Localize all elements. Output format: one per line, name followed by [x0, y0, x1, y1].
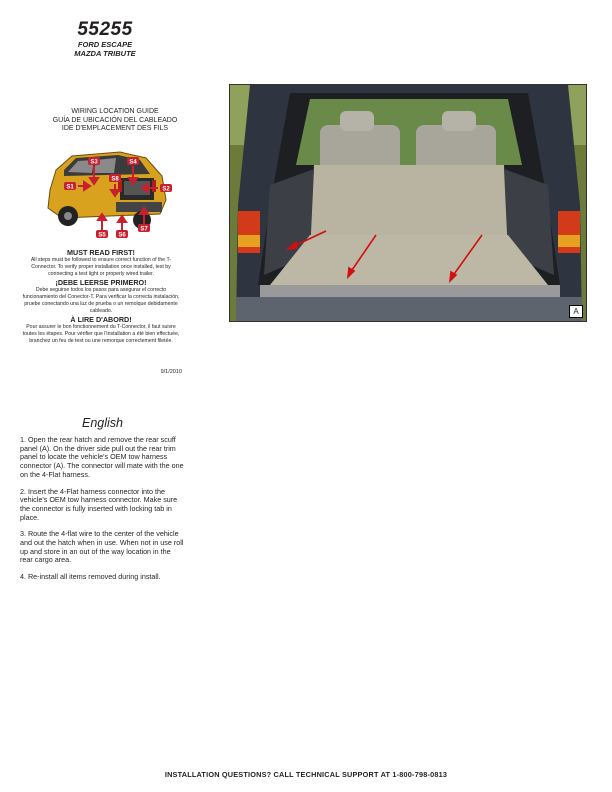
multilingual-instructions — [20, 248, 182, 345]
revision-date: 9/1/2010 — [160, 369, 182, 375]
guide-title-en: WIRING LOCATION GUIDE — [71, 108, 159, 115]
french-heading: À LIRE D'ABORD! — [70, 315, 132, 324]
callout-s6-text: S6 — [118, 232, 126, 239]
english-heading: MUST READ FIRST! — [67, 248, 135, 257]
english-steps — [20, 436, 185, 590]
wiring-guide-title — [20, 108, 210, 134]
guide-title-fr: IDE D'EMPLACEMENT DES FILS — [61, 125, 169, 132]
english-notice: All steps must be followed to ensure correct function of the T-Connector. To verify proper installation once installed, test by connecting a test light or properly wired trailer. — [30, 257, 172, 277]
spanish-notice: Debe seguirse todos los pasos para asegurar el correcto funcionamiento del Conector-T. Para verificar la correcta instalación, pruebe conectando una luz de prueba o un remolque debidamente cableado. — [22, 287, 180, 314]
vehicle-name-1: FORD ESCAPE — [77, 40, 133, 49]
step-3: 3. Route the 4-flat wire to the center of the vehicle and out the hatch when in use. When not in use roll up and store in an out of the way location in the rear cargo area. — [20, 529, 184, 565]
english-title: English — [82, 416, 123, 430]
part-header — [60, 20, 150, 58]
cargo-area-photo — [229, 84, 587, 322]
spanish-heading: ¡DEBE LEERSE PRIMERO! — [55, 278, 147, 287]
support-footer: INSTALLATION QUESTIONS? CALL TECHNICAL SUPPORT AT 1-800-798-0813 — [164, 770, 448, 779]
callout-s5-text: S5 — [98, 232, 106, 239]
part-number: 55255 — [77, 19, 133, 40]
step-2: 2. Insert the 4-Flat harness connector into the vehicle's OEM tow harness connector. Make sure the connector is fully inserted with locking tab in place. — [20, 486, 178, 522]
callout-s2-text: S2 — [162, 186, 170, 193]
vehicle-illustration — [42, 140, 174, 240]
step-1: 1. Open the rear hatch and remove the rear scuff panel (A). On the driver side pull out the rear trim panel to locate the vehicle's OEM tow harness connector (A). The connector will mate with the one on the 4-Flat harness. — [20, 435, 184, 479]
vehicle-name-2: MAZDA TRIBUTE — [74, 49, 136, 58]
callout-s7-text: S7 — [140, 226, 148, 233]
vehicle-wiring-diagram — [42, 140, 174, 240]
callout-s3-text: S3 — [90, 159, 98, 166]
callout-s4-text: S4 — [129, 159, 137, 166]
french-notice: Pour assurer le bon fonctionnement du T-Connector, il faut suivre toutes les étapes. Pour vérifier que l'installation a été bien effectuée, branchez un feu de test ou une remorque correctement filetée. — [22, 324, 180, 344]
step-4: 4. Re-install all items removed during install. — [20, 572, 161, 582]
callout-s8-text: S8 — [111, 176, 119, 183]
photo-label-a: A — [569, 305, 583, 318]
cargo-photo-illustration — [230, 85, 587, 322]
guide-title-es: GUÍA DE UBICACIÓN DEL CABLEADO — [52, 116, 178, 124]
callout-s1-text: S1 — [66, 184, 74, 191]
